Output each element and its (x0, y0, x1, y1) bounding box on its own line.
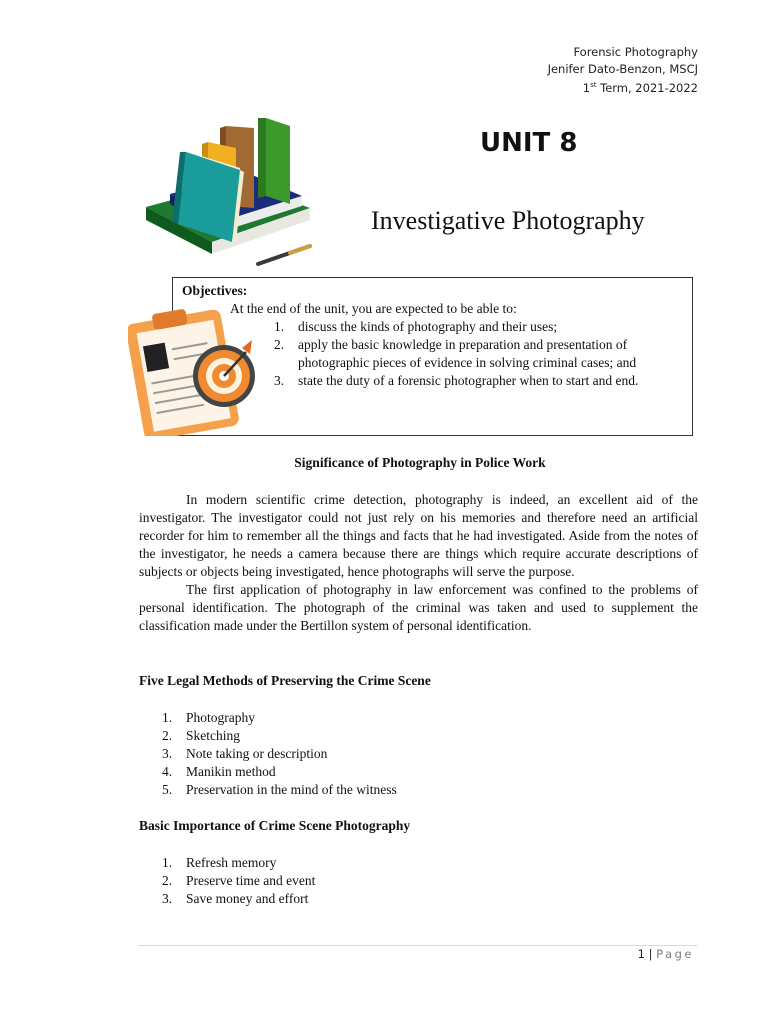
page-header (548, 44, 698, 96)
paragraph: In modern scientific crime detection, photography is indeed, an excellent aid of the investigator. The investigator could not just rely on his memories and therefore need an artificial recorder for him to remember all the things and facts that he had investigated. Aside from the notes of the investigator, he needs a camera because there are things which require accurate descriptions of subjects or objects being investigated, hence photographs will serve the purpose. (139, 492, 698, 579)
unit-subtitle: Investigative Photography (371, 206, 645, 235)
objectives-content (182, 282, 682, 390)
books-illustration-icon (140, 112, 315, 272)
section-heading-importance: Basic Importance of Crime Scene Photography (139, 818, 411, 833)
page-number: 1 (637, 947, 645, 961)
header-term: 1st Term, 2021-2022 (582, 80, 698, 95)
objectives-list (182, 318, 682, 390)
footer-divider (138, 945, 697, 946)
section-heading-legal-methods: Five Legal Methods of Preserving the Crime Scene (139, 673, 431, 688)
unit-title: UNIT 8 (480, 128, 578, 158)
list-item: 2. Sketching (162, 728, 240, 743)
legal-methods-list (162, 709, 397, 799)
objectives-intro: At the end of the unit, you are expected to be able to: (230, 301, 517, 316)
section-heading-significance: Significance of Photography in Police Work (294, 455, 546, 470)
header-course: Forensic Photography (573, 45, 698, 59)
page-separator: | (648, 947, 653, 961)
list-item: 4. Manikin method (162, 764, 276, 779)
objective-item: 2. apply the basic knowledge in preparation and presentation of photographic pieces of evidence in solving criminal cases; and (274, 337, 637, 370)
header-author: Jenifer Dato-Benzon, MSCJ (547, 61, 698, 76)
paragraph: The first application of photography in law enforcement was confined to the problems of personal identification. The photograph of the criminal was taken and used to supplement the classification made under the Bertillon system of personal identification. (139, 582, 698, 633)
list-item: 3. Save money and effort (162, 891, 309, 906)
page-label: Page (656, 947, 694, 961)
significance-body (139, 491, 698, 635)
list-item: 1. Refresh memory (162, 855, 277, 870)
importance-list (162, 854, 315, 908)
list-item: 3. Note taking or description (162, 746, 328, 761)
objective-item: 3. state the duty of a forensic photographer when to start and end. (274, 373, 639, 388)
list-item: 5. Preservation in the mind of the witness (162, 782, 397, 797)
list-item: 1. Photography (162, 710, 255, 725)
objective-item: 1. discuss the kinds of photography and their uses; (274, 319, 558, 334)
list-item: 2. Preserve time and event (162, 873, 316, 888)
page-footer (638, 947, 694, 961)
objectives-heading: Objectives: (182, 283, 248, 298)
